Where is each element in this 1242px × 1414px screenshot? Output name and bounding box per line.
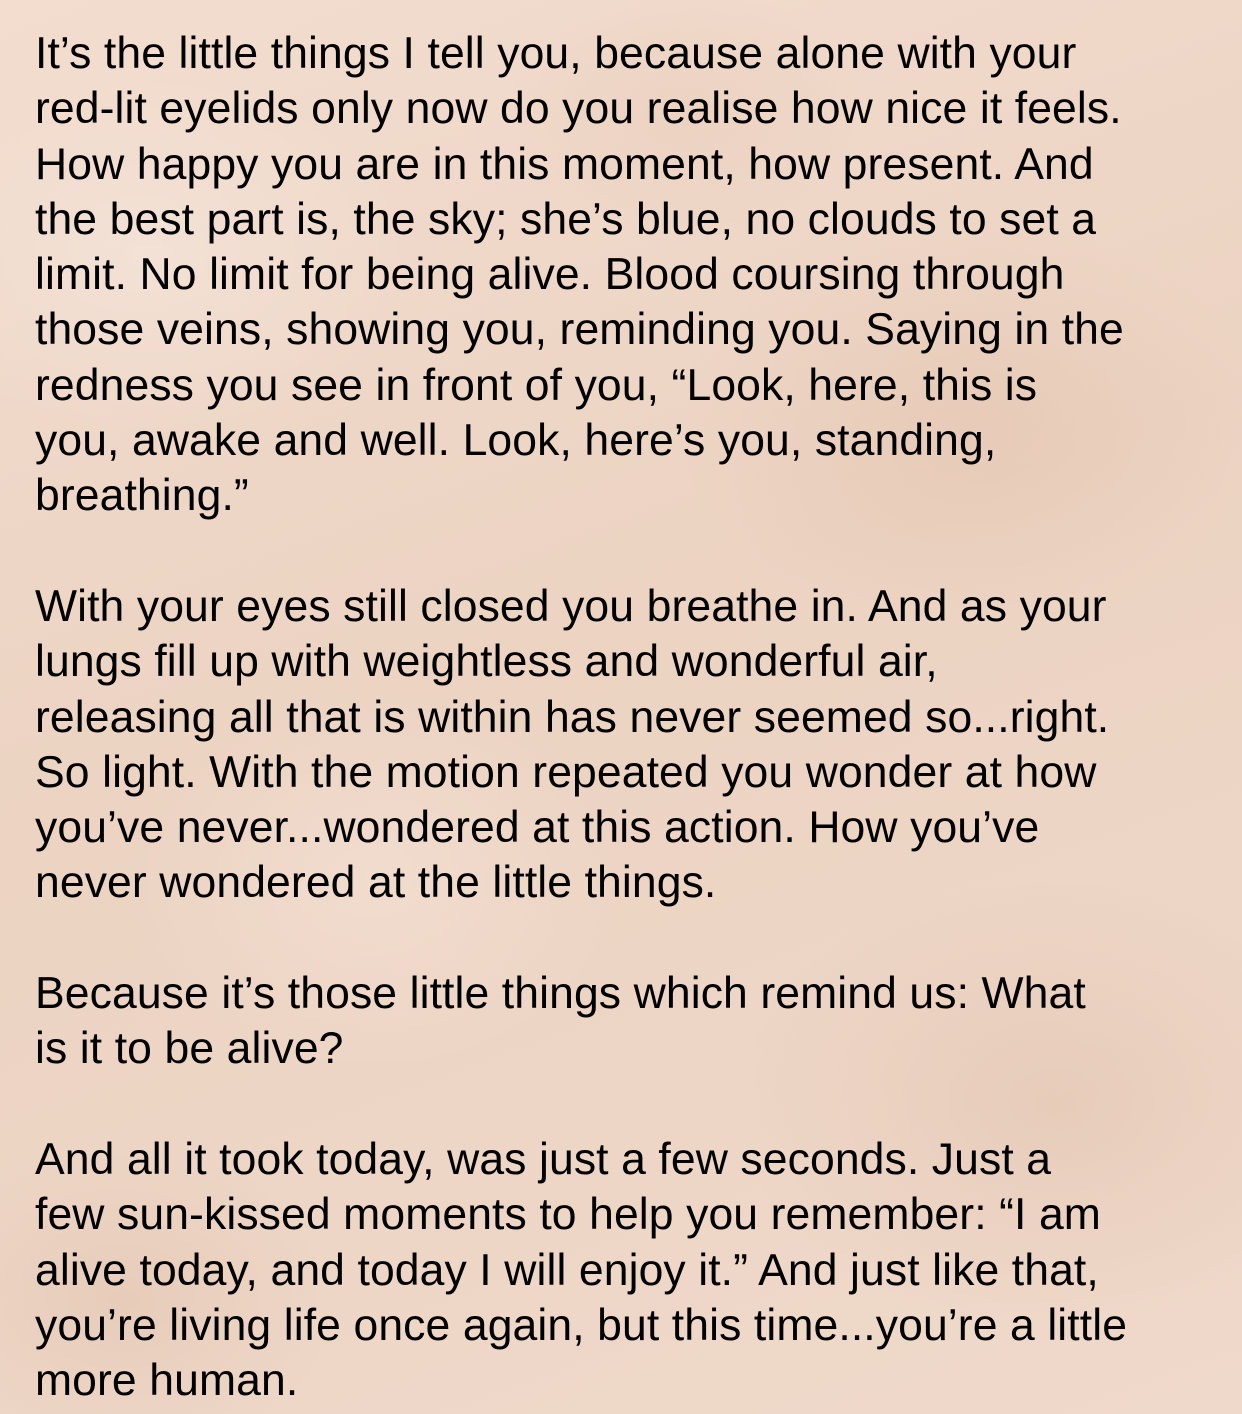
text-line: you, awake and well. Look, here’s you, standing, [35,416,997,466]
text-line: It’s the little things I tell you, because alone with your [35,29,1077,78]
text-line: With your eyes still closed you breathe in. And as your [35,581,1107,631]
text-line: How happy you are in this moment, how present. And [35,139,1094,189]
paragraph-4 [35,1132,1220,1408]
text-line: never wondered at the little things. [35,858,717,908]
text-line: releasing all that is within has never seemed so...right. [35,692,1110,742]
text-line: those veins, showing you, reminding you. Saying in the [35,305,1124,355]
text-line: the best part is, the sky; she’s blue, no clouds to set a [35,194,1097,244]
text-line: So light. With the motion repeated you wonder at how [35,747,1097,797]
paragraph-1 [35,26,1220,524]
text-line: more human. [35,1356,299,1406]
text-line: breathing.” [35,471,249,521]
text-line: lungs fill up with weightless and wonderful air, [35,637,938,687]
text-line: few sun-kissed moments to help you remember: “I am [35,1190,1101,1240]
text-body [35,26,1220,1408]
text-line: is it to be alive? [35,1024,344,1074]
paragraph-3 [35,966,1220,1077]
text-line: red-lit eyelids only now do you realise how nice it feels. [35,84,1122,134]
text-line: alive today, and today I will enjoy it.” And just like that, [35,1245,1099,1295]
text-line: you’re living life once again, but this time...you’re a little [35,1300,1128,1350]
text-line: redness you see in front of you, “Look, here, this is [35,360,1038,410]
text-line: Because it’s those little things which remind us: What [35,969,1086,1019]
text-line: And all it took today, was just a few seconds. Just a [35,1134,1052,1184]
text-line: limit. No limit for being alive. Blood coursing through [35,250,1065,300]
text-line: you’ve never...wondered at this action. How you’ve [35,803,1040,853]
paragraph-2 [35,579,1220,911]
